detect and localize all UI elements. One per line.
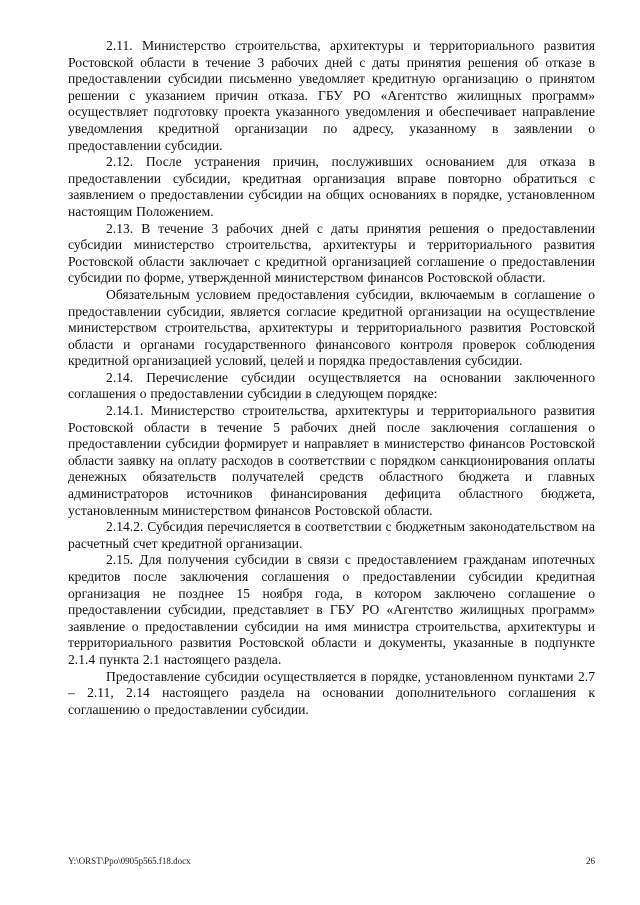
paragraph-2-11: 2.11. Министерство строительства, архитектуры и территориального развития Ростовской области в течение 3 рабочих дней с даты принятия решения об отказе в предоставлении субсидии письменно уведомляет кредитную организацию о принятом решении с указанием причин отказа. ГБУ РО «Агентство жилищных программ» осуществляет подготовку проекта указанного уведомления и обеспечивает направление уведомления кредитной организации по адресу, указанному в заявлении о предоставлении субсидии. [68,38,595,153]
paragraph-2-14-1: 2.14.1. Министерство строительства, архитектуры и территориального развития Ростовской области в течение 5 рабочих дней после заключения соглашения о предоставлении субсидии формирует и направляет в министерство финансов Ростовской области заявку на оплату расходов в соответствии с порядком санкционирования оплаты денежных обязательств получателей средств областного бюджета и главных администраторов источников финансирования дефицита областного бюджета, установленным министерством финансов Ростовской области. [68,403,595,518]
footer-page-number: 26 [586,856,595,866]
paragraph-mandatory-condition: Обязательным условием предоставления субсидии, включаемым в соглашение о предоставлении субсидии, является согласие кредитной организации на осуществление министерством строительства, архитектуры и территориального развития Ростовской области и органами государственного финансового контроля проверок соблюдения кредитной организацией условий, целей и порядка предоставления субсидии. [68,286,595,369]
paragraph-2-14-2: 2.14.2. Субсидия перечисляется в соответствии с бюджетным законодательством на расчетный счет кредитной организации. [68,519,595,551]
paragraph-2-12: 2.12. После устранения причин, послуживших основанием для отказа в предоставлении субсидии, кредитная организация вправе повторно обратиться с заявлением о предоставлении субсидии на общих основаниях в порядке, установленном настоящим Положением. [68,154,595,219]
footer-file-path: Y:\ORST\Ppo\0905p565.f18.docx [68,856,191,866]
paragraph-2-14: 2.14. Перечисление субсидии осуществляется на основании заключенного соглашения о предоставлении субсидии в следующем порядке: [68,369,595,402]
page-footer [68,855,595,867]
paragraph-provision-order: Предоставление субсидии осуществляется в порядке, установленном пунктами 2.7 – 2.11, 2.14 настоящего раздела на основании дополнительного соглашения к соглашению о предоставлении субсидии. [68,668,595,717]
paragraph-2-13: 2.13. В течение 3 рабочих дней с даты принятия решения о предоставлении субсидии министерство строительства, архитектуры и территориального развития Ростовской области заключает с кредитной организацией соглашение о предоставлении субсидии по форме, утвержденной министерством финансов Ростовской области. [68,220,595,286]
paragraph-2-15: 2.15. Для получения субсидии в связи с предоставлением гражданам ипотечных кредитов после заключения соглашения о предоставлении субсидии кредитная организация не позднее 15 ноября года, в котором заключено соглашение о предоставлении субсидии, представляет в ГБУ РО «Агентство жилищных программ» заявление о предоставлении субсидии на имя министра строительства, архитектуры и территориального развития Ростовской области и документы, указанные в подпункте 2.1.4 пункта 2.1 настоящего раздела. [68,552,595,667]
document-page [68,38,595,718]
